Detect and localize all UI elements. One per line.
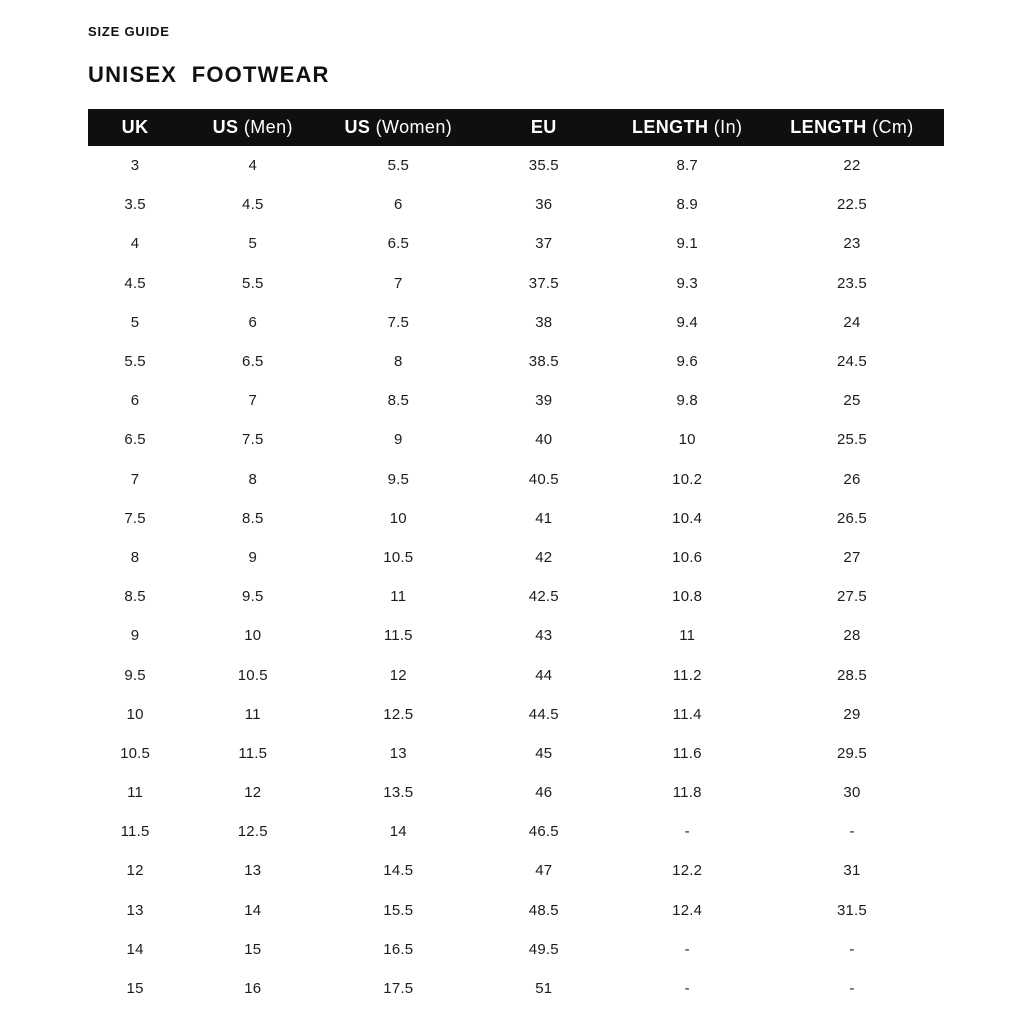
size-cell: 8.7 (676, 157, 698, 175)
size-cell: 25.5 (836, 431, 867, 449)
size-cell: 12 (389, 666, 407, 684)
size-cell: 31 (843, 862, 861, 880)
size-cell: 10 (678, 431, 696, 449)
size-cell: 4.5 (242, 196, 264, 214)
table-row (88, 342, 944, 381)
table-row (88, 264, 944, 303)
size-cell: 8 (248, 470, 258, 488)
column-header-length-cm (760, 109, 944, 146)
size-cell: 10 (244, 627, 262, 645)
size-cell: 9.8 (676, 392, 698, 410)
size-cell: 5.5 (242, 274, 264, 292)
table-row (88, 930, 944, 969)
size-cell: 9.5 (124, 666, 146, 684)
size-cell: - (684, 940, 690, 958)
size-cell: 22 (843, 157, 861, 175)
size-cell: - (849, 980, 855, 998)
table-row (88, 146, 944, 185)
size-cell: 49.5 (528, 940, 559, 958)
size-cell: 10.8 (672, 588, 703, 606)
size-cell: 26 (843, 470, 861, 488)
column-header-label: LENGTH (631, 117, 709, 137)
table-row (88, 224, 944, 263)
size-cell: 10.4 (672, 509, 703, 527)
size-cell: 6 (130, 392, 140, 410)
size-cell: 28 (843, 627, 861, 645)
table-row (88, 812, 944, 851)
column-header-label: EU (530, 117, 557, 137)
table-row (88, 655, 944, 694)
table-row (88, 460, 944, 499)
table-row (88, 969, 944, 1008)
size-cell: 9.1 (676, 235, 698, 253)
size-cell: 12.2 (672, 862, 703, 880)
size-cell: 11.5 (383, 627, 413, 645)
size-cell: 26.5 (836, 509, 867, 527)
size-cell: 3.5 (124, 196, 146, 214)
size-cell: 8 (394, 353, 403, 371)
column-header-us-women (323, 109, 473, 146)
size-cell: 9.6 (676, 353, 698, 371)
size-cell: 7 (130, 470, 140, 488)
table-row (88, 499, 944, 538)
table-row (88, 734, 944, 773)
size-cell: 10 (389, 509, 407, 527)
size-cell: 11.8 (672, 784, 702, 802)
size-cell: 14 (126, 940, 144, 958)
column-header-suffix: (Cm) (866, 117, 914, 137)
size-cell: 12.4 (672, 901, 703, 919)
size-cell: 10 (126, 705, 144, 723)
size-cell: 9 (248, 548, 258, 566)
table-row (88, 773, 944, 812)
size-cell: 8.9 (676, 196, 698, 214)
size-cell: - (849, 823, 855, 841)
size-cell: 9.5 (242, 588, 264, 606)
size-cell: 6.5 (242, 353, 264, 371)
size-cell: 37 (535, 235, 553, 253)
table-row (88, 420, 944, 459)
size-cell: 10.6 (672, 548, 703, 566)
size-cell: - (849, 940, 855, 958)
size-cell: 10.2 (672, 470, 703, 488)
table-row (88, 695, 944, 734)
page-title: UNISEX FOOTWEAR (88, 62, 330, 87)
size-cell: 35.5 (528, 157, 559, 175)
size-cell: 10.5 (237, 666, 268, 684)
size-cell: 6 (248, 313, 258, 331)
size-cell: 39 (535, 392, 553, 410)
size-cell: 48.5 (528, 901, 559, 919)
size-cell: 46.5 (528, 823, 559, 841)
size-cell: 7 (394, 274, 403, 292)
size-cell: 42.5 (528, 588, 559, 606)
size-cell: 12 (126, 862, 144, 880)
size-cell: 14 (389, 823, 407, 841)
size-cell: 13 (126, 901, 144, 919)
size-cell: 23 (843, 235, 861, 253)
size-cell: 14 (244, 901, 262, 919)
size-cell: 17.5 (383, 980, 414, 998)
table-row (88, 303, 944, 342)
column-header-label: US (344, 117, 371, 137)
size-cell: 12.5 (383, 705, 414, 723)
size-cell: 13 (244, 862, 262, 880)
size-cell: 13 (389, 744, 407, 762)
size-cell: 47 (535, 862, 553, 880)
size-cell: 4 (130, 235, 140, 253)
table-body (88, 146, 944, 1008)
size-cell: 9 (394, 431, 403, 449)
column-header-eu (473, 109, 614, 146)
column-header-label: UK (121, 117, 149, 137)
size-cell: 40 (535, 431, 553, 449)
size-cell: 8.5 (387, 392, 410, 410)
size-cell: 3 (130, 157, 140, 175)
size-cell: 28.5 (836, 666, 867, 684)
table-row (88, 381, 944, 420)
size-cell: 37.5 (528, 274, 559, 292)
size-cell: 14.5 (383, 862, 414, 880)
size-cell: 31.5 (836, 901, 867, 919)
size-cell: 16 (244, 980, 262, 998)
table-row (88, 538, 944, 577)
size-cell: 45 (535, 744, 553, 762)
size-cell: 44.5 (528, 705, 559, 723)
column-header-label: LENGTH (790, 117, 867, 137)
size-cell: 9.5 (387, 470, 410, 488)
size-cell: 38 (535, 313, 553, 331)
size-cell: 25 (843, 392, 861, 410)
size-cell: 41 (535, 509, 553, 527)
size-cell: 22.5 (836, 196, 867, 214)
size-cell: 16.5 (383, 940, 414, 958)
size-cell: 4.5 (124, 274, 146, 292)
column-header-uk (88, 109, 182, 146)
column-header-length-in (614, 109, 760, 146)
size-cell: 4 (248, 157, 258, 175)
size-cell: 11.5 (120, 823, 150, 841)
size-cell: 12 (244, 784, 262, 802)
size-cell: 12.5 (237, 823, 268, 841)
size-cell: 15 (126, 980, 144, 998)
size-cell: 15 (244, 940, 262, 958)
size-cell: 5.5 (124, 353, 146, 371)
size-cell: - (684, 823, 690, 841)
size-cell: 10.5 (120, 744, 151, 762)
table-row (88, 891, 944, 930)
size-cell: 6.5 (124, 431, 146, 449)
size-cell: 5 (248, 235, 258, 253)
size-cell: 5.5 (387, 157, 410, 175)
size-cell: 24.5 (836, 353, 867, 371)
size-cell: 44 (535, 666, 553, 684)
size-cell: 11 (127, 784, 144, 802)
column-header-suffix: (Women) (370, 117, 453, 137)
size-cell: 29.5 (836, 744, 867, 762)
size-cell: 24 (843, 313, 861, 331)
column-header-us-men (182, 109, 323, 146)
size-cell: 10.5 (383, 548, 414, 566)
size-cell: 15.5 (383, 901, 414, 919)
size-cell: 11.5 (238, 744, 268, 762)
size-cell: 27 (843, 548, 861, 566)
size-cell: 9.4 (676, 313, 698, 331)
size-cell: 8.5 (124, 588, 146, 606)
size-cell: 8 (130, 548, 140, 566)
size-cell: 9 (130, 627, 140, 645)
column-header-suffix: (Men) (238, 117, 293, 137)
size-chart-table (88, 109, 944, 1008)
table-header-row (88, 109, 944, 146)
size-cell: - (684, 980, 690, 998)
size-cell: 6.5 (387, 235, 410, 253)
size-cell: 11.4 (672, 705, 702, 723)
size-cell: 9.3 (676, 274, 698, 292)
size-cell: 7 (248, 392, 258, 410)
size-cell: 11 (390, 588, 407, 606)
size-guide-page (88, 24, 944, 1008)
size-cell: 38.5 (528, 353, 559, 371)
size-cell: 11.6 (672, 744, 702, 762)
size-cell: 46 (535, 784, 553, 802)
table-row (88, 185, 944, 224)
size-cell: 13.5 (383, 784, 414, 802)
table-row (88, 577, 944, 616)
size-cell: 11 (244, 705, 261, 723)
size-cell: 5 (130, 313, 140, 331)
size-cell: 7.5 (387, 313, 410, 331)
size-cell: 11.2 (672, 666, 702, 684)
column-header-label: US (212, 117, 239, 137)
size-cell: 7.5 (124, 509, 146, 527)
size-guide-label: SIZE GUIDE (88, 24, 170, 39)
size-cell: 23.5 (836, 274, 867, 292)
table-header (88, 109, 944, 146)
size-cell: 30 (843, 784, 861, 802)
size-cell: 42 (535, 548, 553, 566)
table-row (88, 851, 944, 890)
size-cell: 11 (679, 627, 696, 645)
size-cell: 6 (394, 196, 403, 214)
size-cell: 8.5 (242, 509, 264, 527)
size-cell: 36 (535, 196, 553, 214)
size-cell: 7.5 (242, 431, 264, 449)
column-header-suffix: (In) (708, 117, 743, 137)
size-cell: 40.5 (528, 470, 559, 488)
size-cell: 43 (535, 627, 553, 645)
table-row (88, 616, 944, 655)
size-cell: 27.5 (836, 588, 867, 606)
size-cell: 29 (843, 705, 861, 723)
size-cell: 51 (535, 980, 553, 998)
